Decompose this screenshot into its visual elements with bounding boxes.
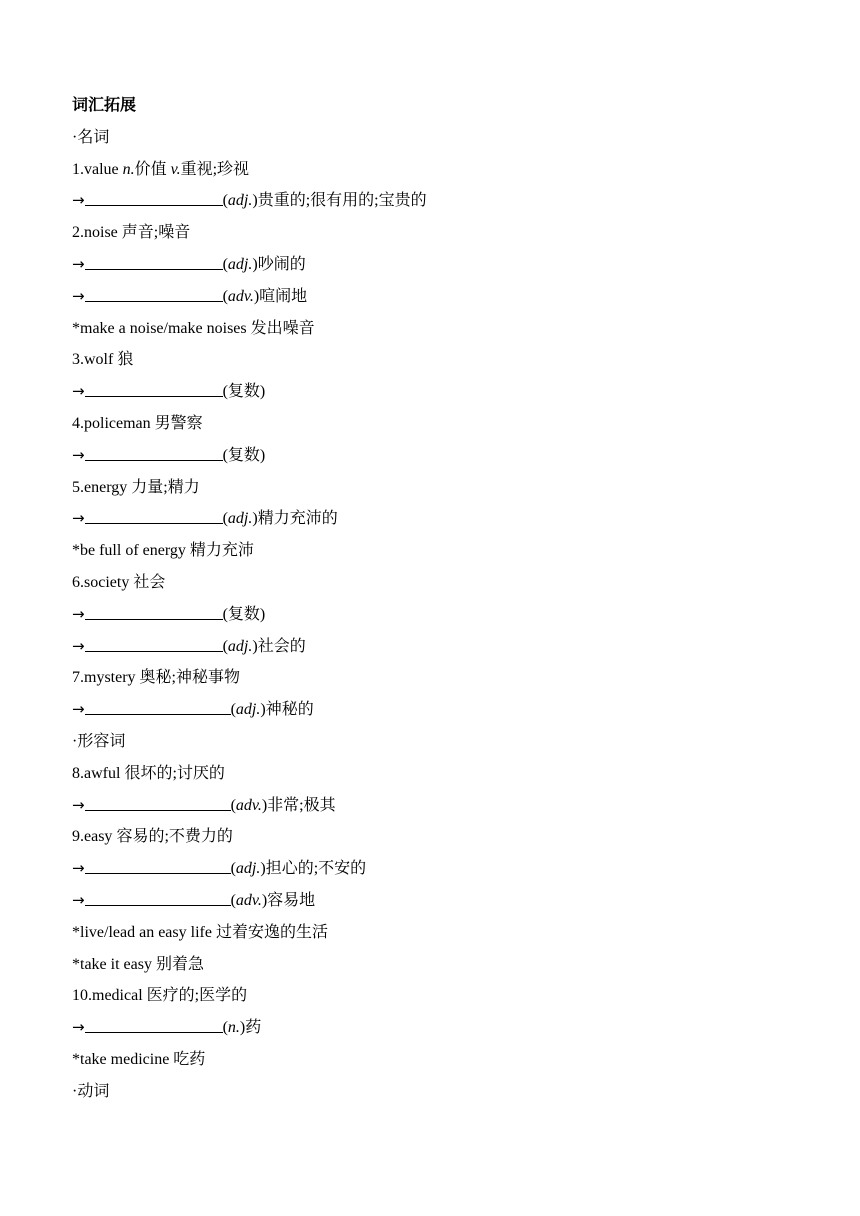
derivative-blank-line	[72, 185, 832, 217]
fill-in-blank	[85, 794, 231, 811]
document-title: 词汇拓展	[72, 97, 137, 114]
vocab-entry	[72, 821, 832, 853]
section-heading: ·形容词	[72, 732, 126, 750]
arrow-icon: →	[72, 509, 85, 528]
fill-in-blank	[85, 698, 231, 715]
entry-meaning: 社会	[129, 573, 166, 591]
derivative-meaning: 贵重的;很有用的;宝贵的	[257, 192, 427, 210]
paren-open: (	[222, 637, 228, 655]
vocab-entry	[72, 154, 832, 186]
paren-open: (	[230, 796, 236, 814]
entry-word: 6.society	[72, 573, 130, 591]
entry-meaning: 力量;精力	[127, 478, 200, 496]
derivative-blank-line	[72, 1012, 832, 1044]
paren-open: (	[222, 255, 228, 273]
entry-word: 5.energy	[72, 478, 128, 496]
part-of-speech: adv.	[235, 796, 262, 814]
part-of-speech: adv.	[235, 891, 262, 909]
derivative-blank-line	[72, 376, 832, 408]
derivative-blank-line	[72, 853, 832, 885]
paren-close: )	[252, 510, 258, 528]
vocab-entry	[72, 567, 832, 599]
arrow-icon: →	[72, 890, 85, 909]
paren-close: )	[259, 446, 266, 464]
fill-in-blank	[85, 189, 223, 206]
derivative-blank-line	[72, 249, 832, 281]
phrase-note: *take it easy 别着急	[72, 955, 204, 973]
part-of-speech: adj.	[227, 255, 253, 273]
paren-open: (	[222, 287, 228, 305]
derivative-meaning: 药	[245, 1019, 262, 1037]
blank-hint: 复数	[227, 605, 260, 623]
derivative-blank-line	[72, 885, 832, 917]
entry-word: 1.value	[72, 160, 119, 178]
paren-open: (	[222, 1019, 228, 1037]
fill-in-blank	[85, 380, 223, 397]
paren-close: )	[260, 701, 266, 719]
part-of-speech: adj.	[235, 860, 261, 878]
fill-in-blank	[85, 1016, 223, 1033]
arrow-icon: →	[72, 191, 85, 210]
derivative-meaning: 吵闹的	[257, 255, 306, 273]
entry-meaning: 价值	[134, 160, 171, 178]
derivative-meaning: 神秘的	[265, 701, 314, 719]
paren-close: )	[239, 1019, 246, 1037]
vocab-entry	[72, 980, 832, 1012]
vocab-entry	[72, 472, 832, 504]
part-of-speech: adj.	[227, 192, 253, 210]
derivative-meaning: 非常;极其	[267, 796, 336, 814]
fill-in-blank	[85, 444, 223, 461]
paren-close: )	[252, 255, 258, 273]
paren-close: )	[261, 796, 268, 814]
entry-meaning: 医疗的;医学的	[142, 987, 248, 1005]
derivative-blank-line	[72, 631, 832, 663]
document-page	[72, 90, 832, 1108]
entry-meaning: 狼	[113, 351, 134, 369]
vocab-entry	[72, 344, 832, 376]
paren-close: )	[252, 637, 258, 655]
vocab-entry	[72, 408, 832, 440]
paren-close: )	[261, 891, 268, 909]
paren-close: )	[259, 383, 266, 401]
arrow-icon: →	[72, 700, 85, 719]
paren-close: )	[259, 605, 266, 623]
entry-meaning: 男警察	[150, 414, 203, 432]
vocab-entry	[72, 662, 832, 694]
fill-in-blank	[85, 507, 223, 524]
paren-open: (	[222, 510, 228, 528]
entry-meaning: 声音;噪音	[117, 224, 191, 242]
paren-close: )	[260, 860, 266, 878]
phrase-note: *be full of energy 精力充沛	[72, 542, 254, 560]
entry-meaning: 很坏的;讨厌的	[120, 764, 225, 782]
fill-in-blank	[85, 285, 223, 302]
entry-word: 9.easy	[72, 828, 113, 846]
blank-hint: 复数	[227, 446, 260, 464]
entry-meaning: 容易的;不费力的	[112, 828, 233, 846]
section-heading: ·名词	[72, 128, 110, 146]
fill-in-blank	[85, 603, 223, 620]
section-heading: ·动词	[72, 1082, 110, 1100]
derivative-blank-line	[72, 440, 832, 472]
phrase-note: *take medicine 吃药	[72, 1050, 206, 1068]
paren-close: )	[252, 192, 258, 210]
part-of-speech: adv.	[227, 287, 254, 305]
arrow-icon: →	[72, 795, 85, 814]
paren-open: (	[222, 383, 228, 401]
arrow-icon: →	[72, 445, 85, 464]
arrow-icon: →	[72, 382, 85, 401]
entry-meaning: 重视;珍视	[180, 160, 250, 178]
paren-open: (	[222, 605, 228, 623]
fill-in-blank	[85, 857, 231, 874]
fill-in-blank	[85, 889, 231, 906]
entry-word: 2.noise	[72, 224, 118, 242]
paren-open: (	[230, 891, 236, 909]
fill-in-blank	[85, 253, 223, 270]
derivative-blank-line	[72, 503, 832, 535]
arrow-icon: →	[72, 286, 85, 305]
derivative-blank-line	[72, 694, 832, 726]
arrow-icon: →	[72, 604, 85, 623]
blank-hint: 复数	[227, 383, 260, 401]
derivative-blank-line	[72, 599, 832, 631]
arrow-icon: →	[72, 859, 85, 878]
derivative-blank-line	[72, 790, 832, 822]
arrow-icon: →	[72, 636, 85, 655]
paren-open: (	[222, 192, 228, 210]
part-of-speech: n.	[227, 1019, 240, 1037]
paren-open: (	[230, 701, 236, 719]
part-of-speech: n.	[122, 160, 135, 178]
part-of-speech: adj.	[227, 510, 253, 528]
entry-word: 3.wolf	[72, 351, 114, 369]
phrase-note: *live/lead an easy life 过着安逸的生活	[72, 923, 328, 941]
paren-open: (	[222, 446, 228, 464]
entry-word: 8.awful	[72, 764, 121, 782]
arrow-icon: →	[72, 254, 85, 273]
entry-meaning: 奥秘;神秘事物	[135, 669, 240, 687]
vocab-entry	[72, 217, 832, 249]
part-of-speech: adj.	[227, 637, 253, 655]
part-of-speech: v.	[170, 160, 181, 178]
derivative-meaning: 社会的	[257, 637, 306, 655]
derivative-meaning: 精力充沛的	[257, 510, 338, 528]
part-of-speech: adj.	[235, 701, 261, 719]
arrow-icon: →	[72, 1018, 85, 1037]
derivative-blank-line	[72, 281, 832, 313]
entry-word: 7.mystery	[72, 669, 136, 687]
derivative-meaning: 容易地	[267, 891, 316, 909]
derivative-meaning: 喧闹地	[259, 287, 308, 305]
paren-close: )	[253, 287, 260, 305]
paren-open: (	[230, 860, 236, 878]
entry-word: 10.medical	[72, 987, 143, 1005]
fill-in-blank	[85, 635, 223, 652]
entry-word: 4.policeman	[72, 414, 151, 432]
phrase-note: *make a noise/make noises 发出噪音	[72, 319, 315, 337]
derivative-meaning: 担心的;不安的	[265, 860, 367, 878]
vocabulary-list	[72, 122, 832, 1108]
vocab-entry	[72, 758, 832, 790]
